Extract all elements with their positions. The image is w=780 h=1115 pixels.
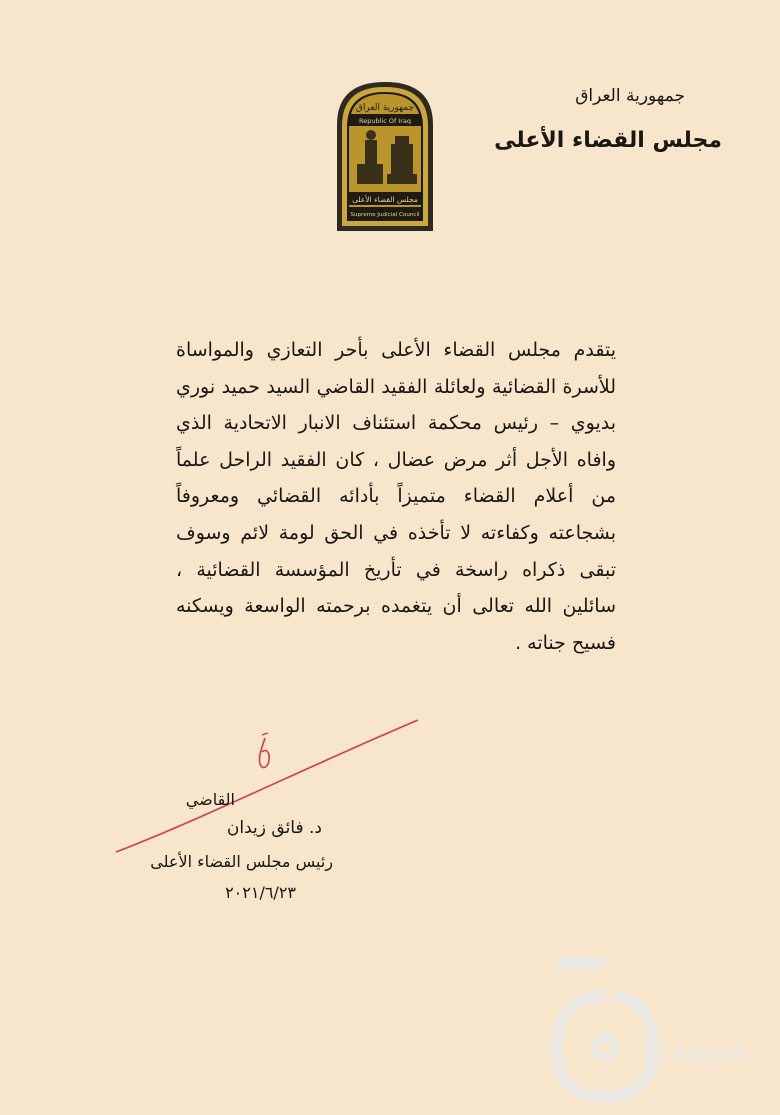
emblem-bottom-en: Supreme Judicial Council: [350, 212, 420, 218]
letter-date: ٢٠٢١/٦/٢٣: [225, 883, 296, 902]
emblem-top-en: Republic Of Iraq: [358, 117, 412, 125]
signature-title: القاضي: [185, 790, 235, 809]
signatory-position: رئيس مجلس القضاء الأعلى: [150, 852, 333, 871]
emblem-bottom-ar: مجلس القضاء الأعلى: [352, 195, 418, 204]
signatory-name: د. فائق زيدان: [226, 818, 322, 838]
letter-body: يتقدم مجلس القضاء الأعلى بأحر التعازي والمواساة للأسرة القضائية ولعائلة الفقيد القاضي السيد حميد نوري بديوي – رئيس محكمة استئناف الانبار الاتحادية الذي وافاه الأجل أثر مرض عضال ، كان الفقيد الراحل علماً من أعلام القضاء متميزاً بأدائه القضائي ومعروفاً بشجاعته وكفاءته لا تأخذه في الحق لومة لائم وسوف تبقى ذكراه راسخة في تأريخ المؤسسة القضائية ، سائلين الله تعالى أن يتغمده برحمته الواسعة ويسكنه فسيح جناته .: [176, 339, 616, 654]
watermark-text: IQ NEWS: [642, 1041, 749, 1070]
supreme-judicial-council-emblem: [335, 80, 435, 233]
emblem-top-ar: جمهورية العراق: [355, 103, 415, 113]
header-council: مجلس القضاء الأعلى: [494, 128, 722, 153]
header-country: جمهورية العراق: [575, 86, 685, 106]
iq-news-logo: [545, 935, 755, 1115]
